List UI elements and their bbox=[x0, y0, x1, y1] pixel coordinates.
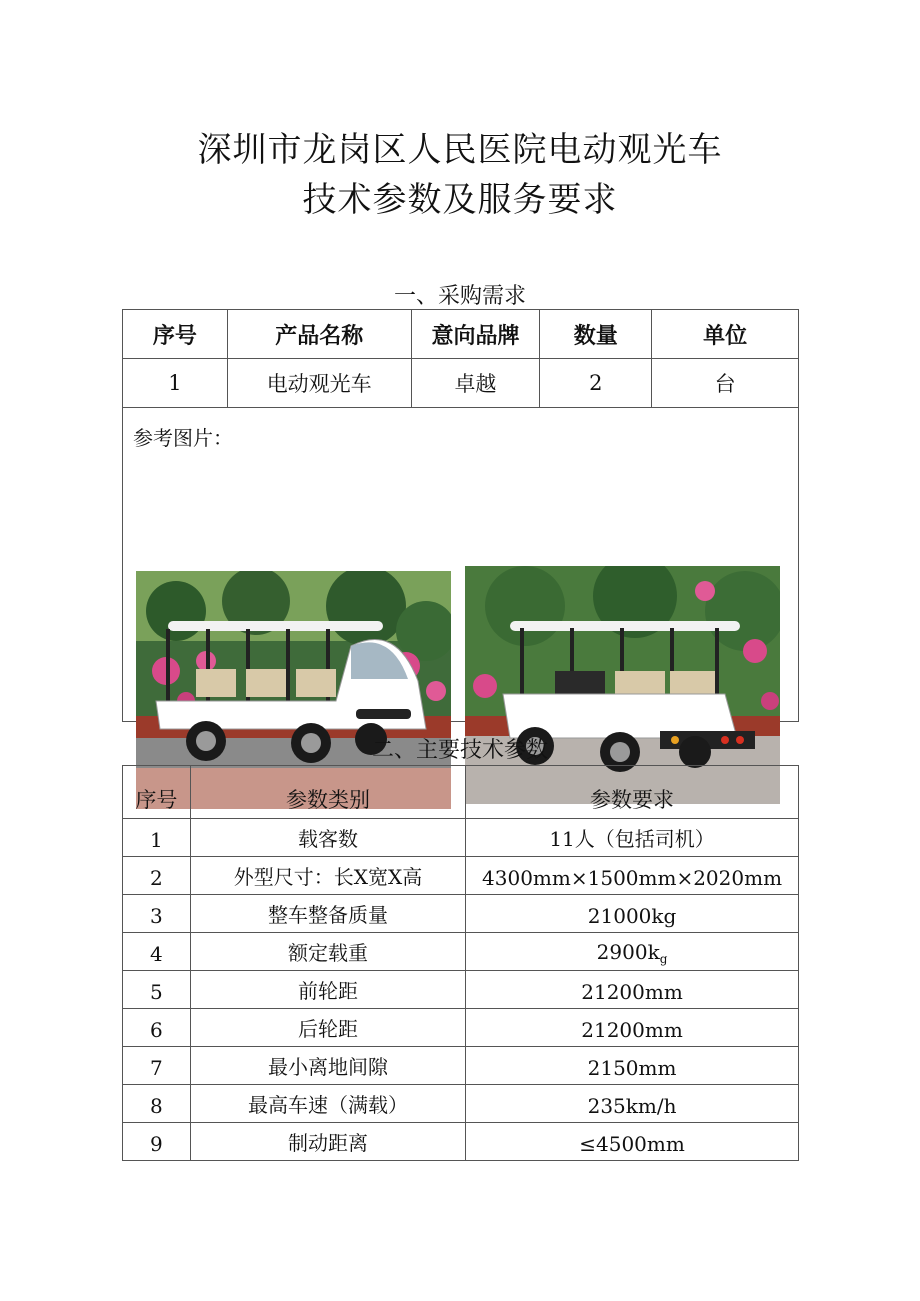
header-cell: 序号 bbox=[123, 310, 228, 359]
cell-no: 4 bbox=[123, 933, 191, 971]
header-cell: 产品名称 bbox=[227, 310, 411, 359]
cell-param-name: 制动距离 bbox=[190, 1123, 465, 1161]
tech-params-header-row bbox=[123, 766, 799, 819]
cell-param-name: 最小离地间隙 bbox=[190, 1047, 465, 1085]
cell-param-value: 21200mm bbox=[466, 1009, 799, 1047]
procurement-header-row bbox=[123, 310, 799, 359]
cell-param-value: ≤4500mm bbox=[466, 1123, 799, 1161]
cell-param-value: 4300mm×1500mm×2020mm bbox=[466, 857, 799, 895]
cell-param-value: 11人（包括司机） bbox=[466, 819, 799, 857]
header-cell: 参数要求 bbox=[466, 766, 799, 819]
cell-param-name: 后轮距 bbox=[190, 1009, 465, 1047]
header-cell: 参数类别 bbox=[190, 766, 465, 819]
table-row bbox=[123, 1123, 799, 1161]
cell-param-value: 235km/h bbox=[466, 1085, 799, 1123]
table-row bbox=[123, 819, 799, 857]
cell-param-name: 整车整备质量 bbox=[190, 895, 465, 933]
header-cell: 序号 bbox=[123, 766, 191, 819]
cell-brand: 卓越 bbox=[411, 359, 540, 408]
cell-no: 8 bbox=[123, 1085, 191, 1123]
cell-param-value: 21200mm bbox=[466, 971, 799, 1009]
cell-no: 3 bbox=[123, 895, 191, 933]
param-value-subscript: g bbox=[659, 952, 668, 966]
table-row bbox=[123, 857, 799, 895]
cell-param-name: 最高车速（满载） bbox=[190, 1085, 465, 1123]
cell-no: 7 bbox=[123, 1047, 191, 1085]
cell-param-value: 21000kg bbox=[466, 895, 799, 933]
table-row bbox=[123, 359, 799, 408]
cell-no: 6 bbox=[123, 1009, 191, 1047]
document-title-line2: 技术参数及服务要求 bbox=[302, 180, 618, 220]
table-row bbox=[123, 933, 799, 971]
cell-quantity: 2 bbox=[540, 359, 652, 408]
reference-pictures-row bbox=[123, 408, 799, 722]
document-title-line1: 深圳市龙岗区人民医院电动观光车 bbox=[197, 130, 723, 170]
cell-no: 1 bbox=[123, 819, 191, 857]
table-row bbox=[123, 1047, 799, 1085]
tech-params-table bbox=[122, 765, 799, 1161]
cell-no: 2 bbox=[123, 857, 191, 895]
cell-param-name: 载客数 bbox=[190, 819, 465, 857]
cell-param-name: 外型尺寸：长X宽X高 bbox=[190, 857, 465, 895]
cell-product: 电动观光车 bbox=[227, 359, 411, 408]
table-row bbox=[123, 1085, 799, 1123]
cell-param-value: 2150mm bbox=[466, 1047, 799, 1085]
cell-param-value bbox=[466, 933, 799, 971]
cell-no: 9 bbox=[123, 1123, 191, 1161]
header-cell: 数量 bbox=[540, 310, 652, 359]
reference-pictures-cell bbox=[123, 408, 799, 722]
cell-no: 1 bbox=[123, 359, 228, 408]
param-value-text: 2900k bbox=[596, 940, 660, 964]
section-heading-procurement: 一、采购需求 bbox=[393, 284, 526, 309]
cell-param-name: 前轮距 bbox=[190, 971, 465, 1009]
section-heading-tech-params: 二、主要技术参数 bbox=[371, 738, 548, 763]
table-row bbox=[123, 895, 799, 933]
header-cell: 单位 bbox=[652, 310, 799, 359]
table-row bbox=[123, 1009, 799, 1047]
reference-pictures-label: 参考图片： bbox=[133, 426, 233, 450]
header-cell: 意向品牌 bbox=[411, 310, 540, 359]
procurement-table bbox=[122, 309, 799, 722]
table-row bbox=[123, 971, 799, 1009]
cell-unit: 台 bbox=[652, 359, 799, 408]
cell-param-name: 额定载重 bbox=[190, 933, 465, 971]
cell-no: 5 bbox=[123, 971, 191, 1009]
